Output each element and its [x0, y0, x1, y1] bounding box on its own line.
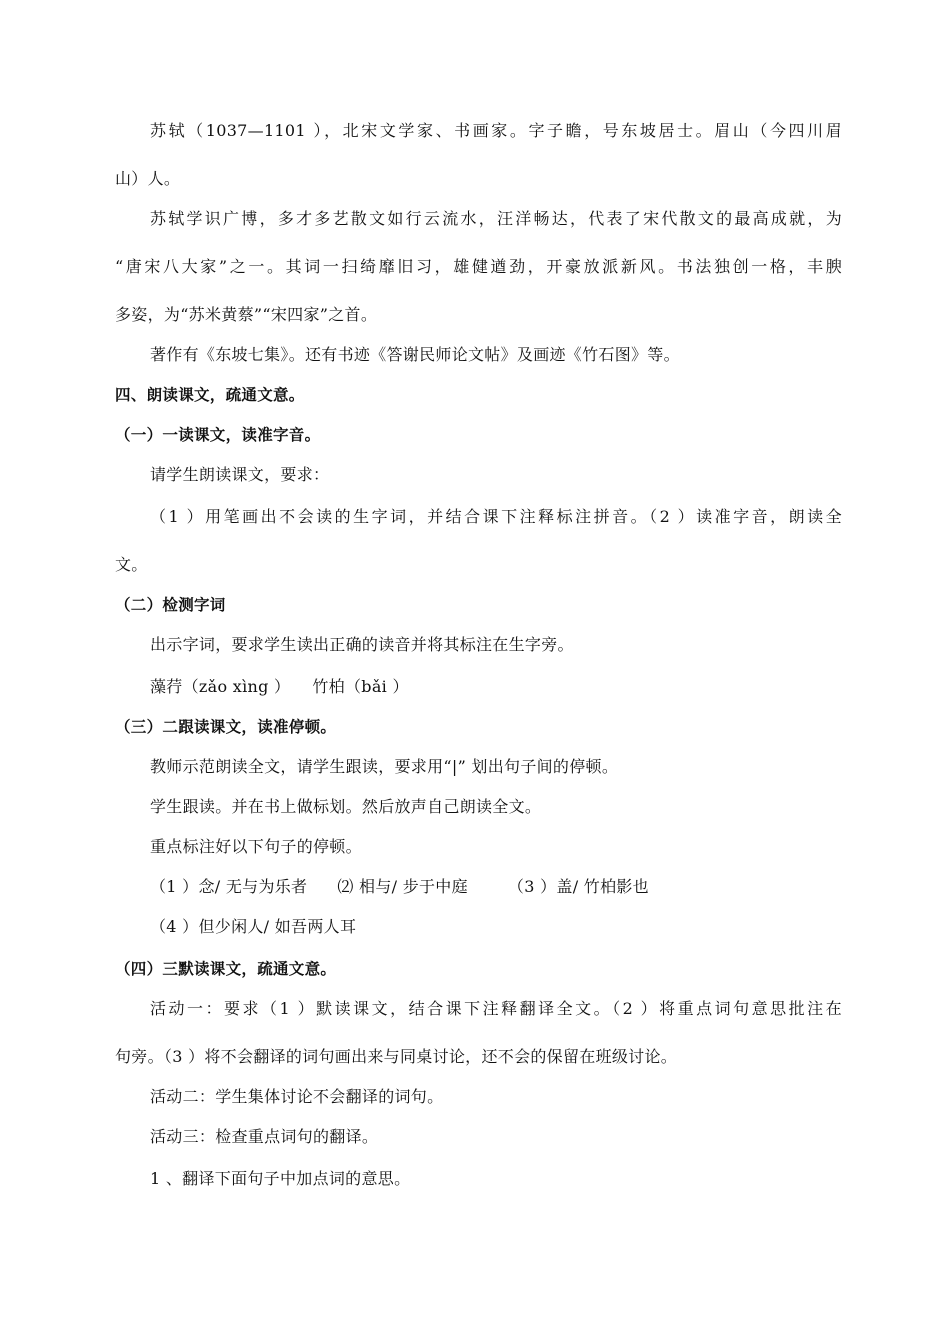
part2-words — [150, 676, 842, 698]
part1-intro: 请学生朗读课文，要求： — [150, 465, 330, 484]
part3-line-3: 重点标注好以下句子的停顿。 — [150, 837, 362, 856]
activity1-line-2: 句旁。（3 ）将不会翻译的词句画出来与同桌讨论，还不会的保留在班级讨论。 — [115, 1047, 678, 1066]
part2-heading: （二）检测字词 — [115, 596, 226, 614]
part3-line-2: 学生跟读。并在书上做标划。然后放声自己朗读全文。 — [150, 797, 542, 816]
pause-sentence-3: （3 ）盖/ 竹柏影也 — [507, 877, 649, 896]
activity3: 活动三：检查重点词句的翻译。 — [150, 1127, 379, 1146]
part3-line-1: 教师示范朗读全文，请学生跟读，要求用“|” 划出句子间的停顿。 — [150, 757, 619, 776]
word-zaoxing: 藻荇（zǎo xìng ） — [150, 677, 291, 696]
bio-para2-line-3: 多姿，为“苏米黄蔡”“宋四家”之首。 — [115, 305, 378, 324]
bio-line-2: 山）人。 — [115, 169, 181, 188]
part2-intro: 出示字词，要求学生读出正确的读音并将其标注在生字旁。 — [150, 635, 574, 654]
part3-heading: （三）二跟读课文，读准停顿。 — [115, 718, 337, 736]
pause-sentences-row — [150, 876, 842, 898]
bio-works: 著作有《东坡七集》。还有书迹《答谢民师论文帖》及画迹《竹石图》等。 — [150, 345, 680, 364]
pause-sentence-1: （1 ）念/ 无与为乐者 — [150, 877, 308, 896]
bio-para2-line-2: “唐宋八大家”之一。其词一扫绮靡旧习，雄健遒劲，开豪放派新风。书法独创一格，丰腴 — [115, 257, 842, 276]
pause-sentence-2: ⑵ 相与/ 步于中庭 — [337, 877, 468, 896]
activity2: 活动二：学生集体讨论不会翻译的词句。 — [150, 1087, 444, 1106]
section4-heading: 四、朗读课文，疏通文意。 — [115, 386, 305, 404]
part1-heading: （一）一读课文，读准字音。 — [115, 426, 321, 444]
bio-line-1: 苏轼（1037—1101 ），北宋文学家、书画家。字子瞻，号东坡居士。眉山（今四川眉 — [150, 121, 842, 140]
translation-item-1: 1 、翻译下面句子中加点词的意思。 — [150, 1169, 411, 1188]
activity1-line-1: 活动一：要求（1 ）默读课文，结合课下注释翻译全文。（2 ）将重点词句意思批注在 — [150, 999, 842, 1018]
pause-sentence-4: （4 ）但少闲人/ 如吾两人耳 — [150, 917, 357, 936]
part4-heading: （四）三默读课文，疏通文意。 — [115, 960, 337, 978]
bio-para2-line-1: 苏轼学识广博，多才多艺散文如行云流水，汪洋畅达，代表了宋代散文的最高成就，为 — [150, 209, 842, 228]
part1-requirement-line-1: （1 ）用笔画出不会读的生字词，并结合课下注释标注拼音。（2 ）读准字音，朗读全 — [150, 507, 842, 526]
word-zhubai: 竹柏（bǎi ） — [312, 677, 409, 696]
part1-requirement-line-2: 文。 — [115, 555, 148, 574]
